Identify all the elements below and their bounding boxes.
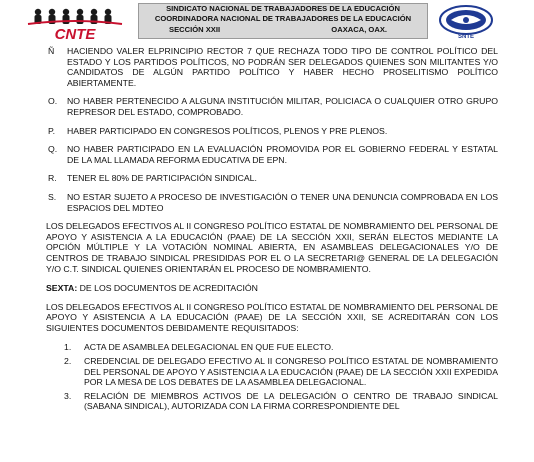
requirement-item bbox=[46, 173, 498, 184]
accreditation-paragraph: LOS DELEGADOS EFECTIVOS AL II CONGRESO POLÍTICO ESTATAL DE NOMBRAMIENTO DEL PERSONAL DE APOYO Y ASISTENCIA A LA EDUCACIÓN (PAAE) DE LA SECCIÓN XXII, SE ACREDITARÁN CON LOS SIGUIENTES DOCUMENTOS DEBIDAMENTE REQUISITADOS: bbox=[46, 301, 498, 333]
section-heading bbox=[46, 283, 498, 294]
snte-seal-logo bbox=[437, 4, 495, 40]
item-marker: O. bbox=[48, 96, 58, 107]
document-header bbox=[0, 0, 534, 44]
list-text: RELACIÓN DE MIEMBROS ACTIVOS DE LA DELEGACIÓN O CENTRO DE TRABAJO SINDICAL (SABANA SINDICAL), AUTORIZADA CON LA FIRMA CORRESPONDIENTE DEL bbox=[84, 390, 498, 412]
snte-logo-text: SNTE bbox=[457, 34, 475, 40]
list-number: 1. bbox=[64, 342, 72, 353]
cnte-logo-text: CNTE bbox=[54, 26, 96, 42]
list-number: 3. bbox=[64, 390, 72, 401]
item-marker: R. bbox=[48, 173, 57, 184]
item-text: HACIENDO VALER ELPRINCIPIO RECTOR 7 QUE RECHAZA TODO TIPO DE CONTROL POLÍTICO DEL ESTADO Y LOS PARTIDOS POLÍTICOS, NO PODRÁN SER DELEGADOS QUIENES SON MILITANTES Y/O CANDIDATOS DE ALGÚN PARTIDO POLÍTICO Y HABER HECHO PROSELITISMO POLÍTICO ABIERTAMENTE. bbox=[67, 46, 498, 88]
cnte-logo bbox=[26, 6, 124, 42]
list-number: 2. bbox=[64, 356, 72, 367]
requirement-item bbox=[46, 192, 498, 213]
header-line-3 bbox=[139, 25, 427, 35]
list-text: CREDENCIAL DE DELEGADO EFECTIVO AL II CONGRESO POLÍTICO ESTATAL DE NOMBRAMIENTO DEL PERSONAL DE APOYO Y ASISTENCIA A LA EDUCACIÓN (PAAE) DE LA SECCIÓN XXII EXPEDIDA POR LA MESA DE LOS DEBATES DE LA ASAMBLEA DELEGACIONAL. bbox=[84, 356, 498, 388]
item-text: TENER EL 80% DE PARTICIPACIÓN SINDICAL. bbox=[67, 173, 257, 184]
section-title: DE LOS DOCUMENTOS DE ACREDITACIÓN bbox=[77, 283, 258, 294]
document-list-item bbox=[46, 356, 498, 388]
item-text: NO ESTAR SUJETO A PROCESO DE INVESTIGACIÓN O TENER UNA DENUNCIA COMPROBADA EN LOS ESPACIOS DEL MDTEO bbox=[67, 191, 498, 213]
requirement-item bbox=[46, 144, 498, 165]
requirement-item bbox=[46, 46, 498, 88]
item-text: NO HABER PARTICIPADO EN LA EVALUACIÓN PROMOVIDA POR EL GOBIERNO FEDERAL Y ESTATAL DE LA MAL LLAMADA REFORMA EDUCATIVA DE EPN. bbox=[67, 144, 498, 165]
item-marker: Ñ bbox=[48, 46, 55, 56]
document-list-item bbox=[46, 391, 498, 412]
section-label: SEXTA: bbox=[46, 283, 78, 294]
requirement-item bbox=[46, 96, 498, 117]
election-paragraph: LOS DELEGADOS EFECTIVOS AL II CONGRESO POLÍTICO ESTATAL DE NOMBRAMIENTO DEL PERSONAL DE APOYO Y ASISTENCIA A LA EDUCACIÓN (PAAE) DE LA SECCIÓN XXII, SERÁN ELECTOS MEDIANTE LA OPCIÓN MÚLTIPLE Y LA VOTACIÓN NOMINAL ABIERTA, EN ASAMBLEAS DELEGACIONALES Y/O DE CENTROS DE TRABAJO SINDICAL PRESIDIDAS POR EL O LA SECRETARI@ GENERAL DE LA DELEGACIÓN Y/O C.T. SINDICAL QUIENES ORIENTARÁN EL PROCESO DE NOMBRAMIENTO. bbox=[46, 221, 498, 274]
item-text: NO HABER PERTENECIDO A ALGUNA INSTITUCIÓN MILITAR, POLICIACA O CUALQUIER OTRO GRUPO REPRESOR DEL ESTADO, COMPROBADO. bbox=[67, 96, 498, 117]
list-text: ACTA DE ASAMBLEA DELEGACIONAL EN QUE FUE ELECTO. bbox=[84, 342, 334, 353]
item-marker: S. bbox=[48, 191, 57, 202]
header-section: SECCIÓN XXII bbox=[169, 24, 221, 34]
document-list-item bbox=[46, 342, 498, 353]
item-marker: P. bbox=[48, 125, 56, 136]
header-line-2: COORDINADORA NACIONAL DE TRABAJADORES DE LA EDUCACIÓN bbox=[154, 14, 412, 24]
header-location: OAXACA, OAX. bbox=[331, 24, 387, 34]
requirement-item bbox=[46, 126, 498, 137]
item-text: HABER PARTICIPADO EN CONGRESOS POLÍTICOS, PLENOS Y PRE PLENOS. bbox=[67, 125, 388, 136]
header-line-1: SINDICATO NACIONAL DE TRABAJADORES DE LA EDUCACIÓN bbox=[166, 4, 400, 13]
document-body bbox=[46, 46, 498, 415]
header-banner bbox=[138, 3, 428, 39]
item-marker: Q. bbox=[48, 144, 58, 155]
